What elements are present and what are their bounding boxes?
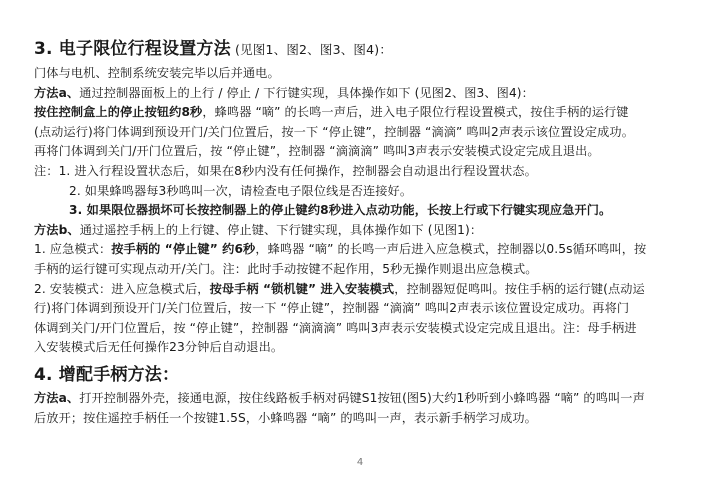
install-mode-line-3: 体调到关门/开门位置后，按 “停止键”，控制器 “滴滴滴” 鸣叫3声表示安装模式设定完成且退出。注：母手柄进 — [34, 320, 637, 335]
method-b-intro — [34, 221, 688, 241]
install-mode-bold: 按母手柄 “锁机键” 进入安装模式 — [209, 281, 395, 296]
emergency-mode-bold: 按手柄的 “停止键” 约6秒 — [111, 242, 256, 257]
emergency-mode-line-2: 手柄的运行键可实现点动开/关门。注：此时手动按键不起作用，5秒无操作则退出应急模式。 — [34, 261, 538, 276]
method-b-text: 通过遥控手柄上的上行键、停止键、下行键实现，具体操作如下 (见图1)： — [79, 222, 483, 237]
method-a-step-line-3: 再将门体调到关门/开门位置后，按 “停止键”，控制器 “滴滴滴” 鸣叫3声表示安装模式设定完成且退出。 — [34, 144, 600, 159]
method-a-step-text-1: ，蜂鸣器 “嘀” 的长鸣一声后，进入电子限位行程设置模式，按住手柄的运行键 — [202, 105, 629, 120]
section-4-line-2: 后放开；按住遥控手柄任一个按键1.5S，小蜂鸣器 “嘀” 的鸣叫一声，表示新手柄学习成功。 — [34, 410, 537, 425]
install-mode-pre: 进入应急模式后， — [111, 281, 210, 296]
section-4-line-1 — [34, 389, 688, 409]
emergency-mode-line-1 — [34, 240, 688, 260]
emergency-mode-text-1: ，蜂鸣器 “嘀” 的长鸣一声后进入应急模式，控制器以0.5s循环鸣叫，按 — [255, 242, 647, 257]
page-number: 4 — [356, 457, 364, 468]
method-a-label: 方法a、 — [34, 85, 80, 100]
install-mode-text-1: ，控制器短促鸣叫。按住手柄的运行键(点动运 — [394, 281, 645, 296]
method-a-step-bold: 按住控制盒上的停止按钮约8秒 — [34, 105, 203, 120]
method-a-step-line-2: (点动运行)将门体调到预设开门/关门位置后，按一下 “停止键”，控制器 “滴滴” 鸣叫2声表示该位置设定成功。 — [34, 124, 634, 139]
method-b-label: 方法b、 — [34, 222, 80, 237]
method-a-step-line-1 — [34, 103, 688, 123]
section-3-heading — [34, 38, 688, 61]
section-4-method-a-label: 方法a、 — [34, 390, 80, 405]
note-2: 2. 如果蜂鸣器每3秒鸣叫一次，请检查电子限位线是否连接好。 — [69, 183, 413, 198]
method-a-intro — [34, 84, 688, 104]
install-mode-line-2: 行)将门体调到预设开门/关门位置后，按一下 “停止键”，控制器 “滴滴” 鸣叫2声表示该位置设定成功。再将门 — [34, 301, 630, 316]
install-mode-line-1 — [34, 280, 688, 300]
section-3-title: 3. 电子限位行程设置方法 — [34, 39, 231, 59]
section-3-figure-ref: (见图1、图2、图3、图4)： — [230, 42, 393, 57]
section-3-intro: 门体与电机、控制系统安装完毕以后并通电。 — [34, 66, 280, 80]
emergency-mode-label: 1. 应急模式： — [34, 242, 112, 257]
note-3: 3. 如果限位器损坏可长按控制器上的停止键约8秒进入点动功能，长按上行或下行键实现应急开门。 — [69, 203, 612, 218]
note-1: 注：1. 进入行程设置状态后，如果在8秒内没有任何操作，控制器会自动退出行程设置状态。 — [34, 163, 537, 178]
section-4-text-1: 打开控制器外壳，接通电源，按住线路板手柄对码键S1按钮(图5)大约1秒听到小蜂鸣器 “嘀” 的鸣叫一声 — [79, 390, 645, 405]
section-4-title: 4. 增配手柄方法： — [34, 364, 180, 385]
method-a-text: 通过控制器面板上的上行 / 停止 / 下行键实现，具体操作如下 (见图2、图3、图4)： — [79, 85, 534, 100]
install-mode-label: 2. 安装模式： — [34, 281, 112, 296]
install-mode-line-4: 入安装模式后无任何操作23分钟后自动退出。 — [34, 340, 284, 355]
